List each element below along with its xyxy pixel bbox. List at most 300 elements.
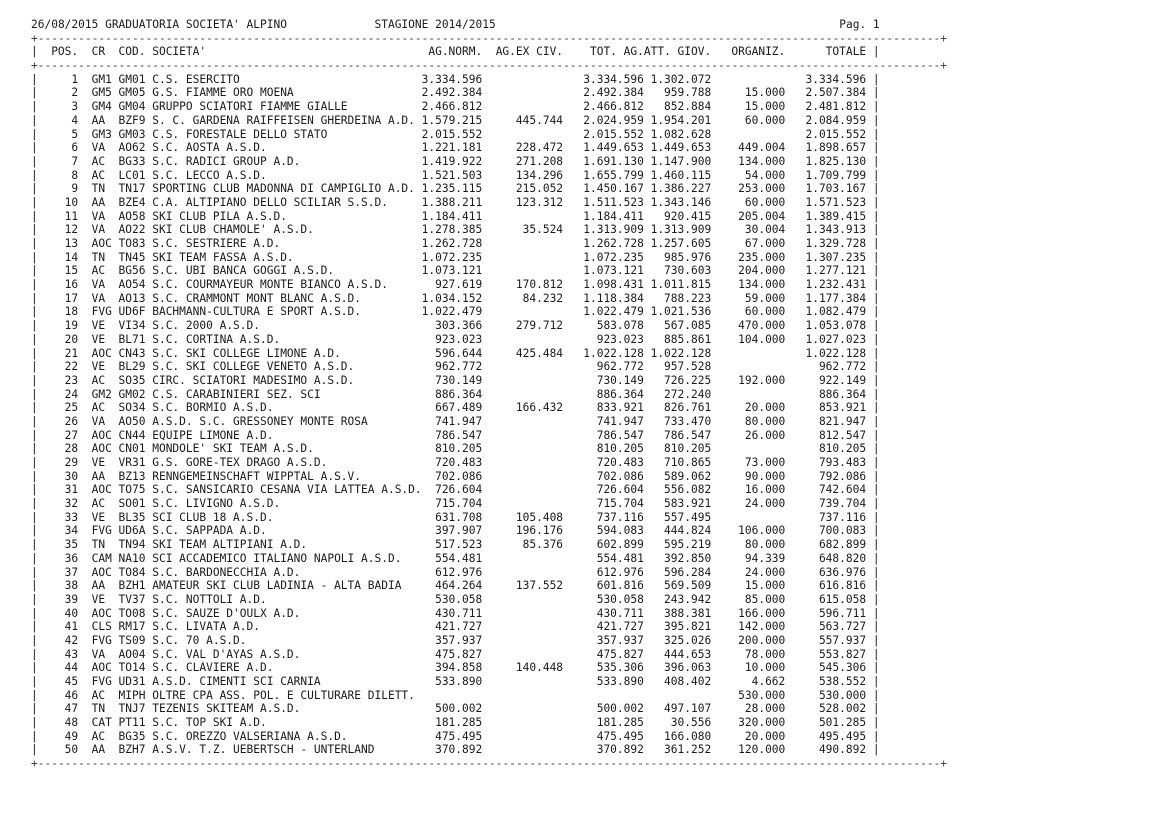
cell-att-giov: 325.026 (664, 633, 712, 647)
cell-societa: S.C. SKI COLLEGE VENETO A.S.D. (152, 360, 355, 374)
cell-organiz: 94.339 (744, 551, 786, 565)
cell-organiz: 320.000 (738, 716, 786, 730)
cell-ag-ex-civ: 215.052 (515, 182, 564, 196)
cell-cod: TO83 (118, 237, 146, 250)
cell-societa: AMATEUR SKI CLUB LADINIA - ALTA BADIA (152, 579, 402, 593)
cell-cod: TO84 (118, 565, 146, 579)
cell-cod: GM04 (118, 100, 146, 114)
border: | (872, 195, 880, 209)
cell-pos: 8 (71, 168, 79, 182)
cell-organiz: 4.662 (751, 675, 786, 688)
cell-ag-norm: 1.388.211 (421, 195, 483, 209)
cell-pos: 33 (64, 510, 79, 524)
table-row (31, 456, 947, 470)
cell-cr: AC (91, 401, 106, 415)
cell-ag-norm: 554.481 (435, 551, 483, 565)
cell-ag-norm: 962.772 (435, 360, 483, 374)
cell-cr: AC (91, 729, 106, 743)
cell-pos: 12 (64, 223, 79, 237)
cell-ag-norm: 1.521.503 (421, 168, 483, 182)
report-season: STAGIONE 2014/2015 (374, 18, 496, 31)
cell-att-giov: 444.653 (664, 647, 712, 661)
cell-ag-norm: 596.644 (435, 346, 483, 360)
cell-cr: FVG (91, 524, 112, 538)
cell-societa: S.C. BORMIO A.S.D. (152, 401, 274, 415)
cell-totale: 1.082.479 (805, 305, 867, 319)
cell-ag-ex-civ: 166.432 (515, 401, 564, 415)
border: | (872, 319, 880, 333)
cell-ag-norm: 631.708 (435, 510, 483, 524)
cell-cod: TO14 (118, 661, 146, 675)
table-row (31, 237, 947, 251)
border: | (31, 565, 38, 579)
cell-societa: S.C. RADICI GROUP A.D. (152, 154, 301, 168)
table-row (31, 415, 947, 429)
cell-societa: S.C. UBI BANCA GOGGI A.S.D. (152, 264, 335, 278)
border: | (872, 113, 880, 127)
cell-pos: 10 (64, 195, 79, 209)
cell-pos: 1 (71, 72, 79, 86)
cell-societa: S.C. CRAMMONT MONT BLANC A.S.D. (152, 291, 362, 305)
cell-ag-norm: 517.523 (435, 538, 483, 552)
cell-cr: VE (91, 510, 106, 524)
border: | (31, 250, 38, 264)
cell-totale: 682.899 (818, 538, 867, 552)
cell-cod: BZ13 (118, 469, 146, 483)
cell-organiz: 15.000 (744, 579, 786, 593)
cell-cr: AOC (91, 483, 112, 497)
cell-organiz: 166.000 (738, 606, 786, 620)
table-row (31, 483, 947, 497)
table-row (31, 716, 947, 730)
col-cod: COD. (118, 45, 146, 59)
cell-cr: VE (91, 332, 106, 346)
page-number: Pag. 1 (839, 18, 880, 31)
border: | (872, 538, 880, 552)
cell-tot-ag: 530.058 (596, 592, 644, 606)
table-row (31, 675, 947, 689)
cell-cod: BG56 (118, 264, 146, 278)
table-row (31, 155, 947, 169)
cell-cr: VE (91, 360, 106, 374)
border: | (872, 332, 880, 346)
cell-pos: 9 (71, 182, 79, 196)
cell-organiz: 90.000 (744, 469, 786, 483)
border: | (872, 456, 880, 469)
cell-ag-norm: 2.492.384 (421, 86, 483, 100)
rule-top: +--------------------------------------------------------------------------------------------------------------------------------------+ (31, 31, 948, 45)
cell-cr: GM3 (91, 127, 112, 141)
cell-organiz: 106.000 (738, 524, 786, 538)
border: | (872, 86, 880, 100)
cell-cr: VA (91, 209, 106, 223)
cell-totale: 1.709.799 (805, 168, 867, 182)
border: | (31, 675, 38, 688)
cell-pos: 42 (64, 633, 79, 647)
border: | (31, 45, 38, 59)
cell-pos: 49 (64, 729, 79, 743)
table-row (31, 511, 947, 525)
cell-pos: 40 (64, 606, 79, 620)
cell-pos: 15 (64, 264, 79, 278)
cell-societa: S.C. 2000 A.S.D. (152, 319, 260, 333)
cell-totale: 501.285 (818, 716, 867, 730)
border: | (31, 524, 38, 538)
cell-tot-ag: 3.334.596 (583, 72, 644, 86)
table-row (31, 278, 947, 292)
cell-ag-norm: 1.235.115 (421, 182, 483, 196)
cell-att-giov: 788.223 (664, 291, 712, 305)
border: | (31, 661, 38, 675)
cell-ag-norm: 715.704 (435, 497, 483, 511)
cell-tot-ag: 720.483 (596, 456, 644, 469)
cell-att-giov: 733.470 (664, 414, 712, 428)
cell-organiz: 15.000 (744, 86, 786, 100)
cell-tot-ag: 370.892 (596, 743, 644, 757)
border: | (872, 250, 880, 264)
cell-att-giov: 556.082 (664, 483, 712, 497)
border: | (872, 291, 880, 305)
cell-societa: SKI CLUB CHAMOLE' A.S.D. (152, 223, 314, 237)
cell-totale: 530.000 (818, 688, 867, 702)
cell-tot-ag: 601.816 (596, 579, 644, 593)
cell-cod: CN44 (118, 428, 146, 442)
cell-ag-ex-civ: 228.472 (515, 141, 564, 155)
cell-societa: OLTRE CPA ASS. POL. E CULTURARE DILETT. (152, 688, 415, 702)
cell-cr: AOC (91, 565, 112, 579)
col-societa: SOCIETA' (152, 45, 207, 59)
cell-ag-norm: 702.086 (435, 469, 483, 483)
cell-ag-norm: 1.073.121 (421, 264, 483, 278)
border: | (872, 483, 880, 497)
border: | (31, 633, 38, 647)
cell-pos: 43 (64, 647, 79, 661)
cell-totale: 1.177.384 (805, 291, 867, 305)
cell-att-giov: 408.402 (664, 675, 712, 688)
cell-tot-ag: 554.481 (596, 551, 644, 565)
cell-att-giov: 957.528 (664, 360, 712, 374)
cell-tot-ag: 715.704 (596, 497, 644, 511)
rule-bottom: +--------------------------------------------------------------------------------------------------------------------------------------+ (31, 757, 948, 771)
col-totale: TOTALE (825, 45, 867, 59)
ranking-table (31, 73, 947, 757)
cell-tot-ag: 786.547 (596, 428, 644, 442)
border: | (31, 387, 38, 401)
cell-ag-norm: 430.711 (435, 606, 483, 620)
border: | (31, 702, 38, 716)
cell-cr: TN (91, 702, 106, 716)
cell-att-giov: 730.603 (664, 264, 712, 278)
border: | (872, 154, 880, 168)
cell-organiz: 30.004 (744, 223, 786, 237)
cell-att-giov: 272.240 (664, 387, 712, 401)
table-row (31, 292, 947, 306)
cell-ag-ex-civ: 279.712 (515, 319, 564, 333)
table-row (31, 552, 947, 566)
cell-organiz: 253.000 (738, 182, 786, 196)
cell-cr: VA (91, 278, 106, 292)
cell-societa: G.S. GORE-TEX DRAGO A.S.D. (152, 456, 328, 469)
border: | (872, 606, 880, 620)
cell-att-giov: 885.861 (664, 332, 712, 346)
table-row (31, 264, 947, 278)
cell-cr: AC (91, 373, 106, 387)
cell-totale: 563.727 (818, 620, 867, 634)
cell-tot-ag: 421.727 (596, 620, 644, 634)
cell-pos: 6 (71, 141, 79, 155)
table-row (31, 593, 947, 607)
table-row (31, 648, 947, 662)
cell-societa: SPORTING CLUB MADONNA DI CAMPIGLIO A.D. (152, 182, 415, 196)
cell-societa: S.C. LIVATA A.D. (152, 620, 260, 634)
cell-cr: VE (91, 456, 106, 469)
cell-ag-ex-civ: 85.376 (522, 538, 564, 552)
cell-cod: VR31 (118, 456, 146, 469)
col-ag-ex-civ: AG.EX CIV. (495, 45, 564, 59)
cell-att-giov: 1.313.909 (650, 223, 712, 237)
cell-organiz: 200.000 (738, 633, 786, 647)
cell-cr: CAM (91, 551, 112, 565)
cell-tot-ag: 533.890 (596, 675, 644, 688)
cell-totale: 793.483 (818, 456, 867, 469)
cell-ag-norm: 3.334.596 (421, 72, 483, 86)
cell-totale: 1.232.431 (805, 278, 867, 292)
cell-ag-norm: 1.419.922 (421, 154, 483, 168)
border: | (31, 141, 38, 155)
cell-cr: FVG (91, 633, 112, 647)
cell-ag-norm: 2.015.552 (421, 127, 483, 141)
border: | (872, 633, 880, 647)
cell-cr: AA (91, 113, 106, 127)
border: | (31, 278, 38, 292)
cell-organiz: 16.000 (744, 483, 786, 497)
cell-pos: 7 (71, 154, 79, 168)
cell-organiz: 470.000 (738, 319, 786, 333)
cell-organiz: 204.000 (738, 264, 786, 278)
cell-ag-ex-civ: 445.744 (515, 113, 564, 127)
cell-ag-norm: 786.547 (435, 428, 483, 442)
cell-organiz: 15.000 (744, 100, 786, 114)
cell-pos: 27 (64, 428, 79, 442)
cell-att-giov: 596.284 (664, 565, 712, 579)
border: | (872, 127, 880, 141)
cell-pos: 17 (64, 291, 79, 305)
report-date: 26/08/2015 (31, 18, 99, 31)
cell-totale: 1.343.913 (805, 223, 867, 237)
cell-att-giov: 30.556 (670, 716, 712, 730)
cell-pos: 35 (64, 538, 79, 552)
cell-organiz: 26.000 (744, 428, 786, 442)
table-row (31, 347, 947, 361)
cell-cod: AO13 (118, 291, 146, 305)
cell-totale: 812.547 (818, 428, 867, 442)
cell-att-giov: 1.021.536 (650, 305, 712, 319)
cell-cr: VE (91, 592, 106, 606)
cell-ag-norm: 1.034.152 (421, 291, 483, 305)
cell-cod: PT11 (118, 716, 146, 730)
cell-tot-ag: 430.711 (596, 606, 644, 620)
cell-pos: 16 (64, 278, 79, 292)
cell-totale: 2.481.812 (805, 100, 867, 114)
cell-cr: AA (91, 579, 106, 593)
cell-cr: AA (91, 743, 106, 757)
cell-totale: 557.937 (818, 633, 867, 647)
table-row (31, 333, 947, 347)
col-organiz: ORGANIZ. (731, 45, 786, 59)
cell-pos: 44 (64, 661, 79, 675)
cell-totale: 1.571.523 (805, 195, 867, 209)
cell-cod: BG33 (118, 154, 146, 168)
cell-pos: 2 (71, 86, 79, 100)
cell-cr: VA (91, 647, 106, 661)
cell-pos: 37 (64, 565, 79, 579)
cell-pos: 25 (64, 401, 79, 415)
cell-ag-norm: 2.466.812 (421, 100, 483, 114)
border: | (31, 456, 38, 469)
cell-cr: TN (91, 538, 106, 552)
cell-ag-ex-civ: 123.312 (515, 195, 564, 209)
cell-tot-ag: 357.937 (596, 633, 644, 647)
border: | (31, 168, 38, 182)
cell-organiz: 80.000 (744, 538, 786, 552)
cell-ag-ex-civ: 137.552 (515, 579, 564, 593)
table-row (31, 141, 947, 155)
cell-organiz: 24.000 (744, 497, 786, 511)
cell-totale: 886.364 (818, 387, 867, 401)
cell-cr: CLS (91, 620, 112, 634)
border: | (31, 579, 38, 593)
cell-ag-ex-civ: 134.296 (515, 168, 564, 182)
cell-att-giov: 243.942 (664, 592, 712, 606)
cell-tot-ag: 1.072.235 (583, 250, 644, 264)
table-row (31, 251, 947, 265)
cell-societa: S.C. SESTRIERE A.D. (152, 237, 281, 250)
cell-societa: G.S. FIAMME ORO MOENA (152, 86, 294, 100)
border: | (31, 195, 38, 209)
cell-pos: 38 (64, 579, 79, 593)
cell-totale: 1.277.121 (805, 264, 867, 278)
col-cr: CR (91, 45, 106, 59)
table-row (31, 100, 947, 114)
border: | (31, 209, 38, 223)
cell-organiz: 54.000 (744, 168, 786, 182)
table-row (31, 374, 947, 388)
cell-att-giov: 1.954.201 (650, 113, 712, 127)
cell-ag-norm: 1.022.479 (421, 305, 483, 319)
col-att-giov: ATT. GIOV. (643, 45, 712, 59)
cell-att-giov: 595.219 (664, 538, 712, 552)
cell-att-giov: 444.824 (664, 524, 712, 538)
border: | (872, 278, 880, 292)
cell-att-giov: 388.381 (664, 606, 712, 620)
cell-cr: AOC (91, 606, 112, 620)
border: | (31, 86, 38, 100)
border: | (31, 319, 38, 333)
cell-societa: SKI TEAM FASSA A.S.D. (152, 250, 294, 264)
cell-societa: S.C. 70 A.S.D. (152, 633, 247, 647)
cell-tot-ag: 535.306 (596, 661, 644, 675)
cell-pos: 30 (64, 469, 79, 483)
cell-tot-ag: 1.022.128 (583, 346, 644, 360)
cell-cr: AOC (91, 346, 112, 360)
border: | (31, 688, 38, 702)
table-row (31, 210, 947, 224)
cell-att-giov: 557.495 (664, 510, 712, 524)
cell-tot-ag: 181.285 (596, 716, 644, 730)
cell-att-giov: 1.343.146 (650, 195, 712, 209)
cell-cod: AO58 (118, 209, 146, 223)
cell-att-giov: 1.302.072 (650, 72, 712, 86)
cell-cr: VA (91, 291, 106, 305)
border: | (31, 483, 38, 497)
border: | (31, 551, 38, 565)
table-row (31, 538, 947, 552)
cell-societa: S.C. LIVIGNO A.S.D. (152, 497, 281, 511)
col-tot-ag: TOT. AG. (589, 45, 644, 59)
cell-totale: 615.058 (818, 592, 867, 606)
cell-tot-ag: 1.313.909 (583, 223, 644, 237)
cell-ag-norm: 667.489 (435, 401, 483, 415)
border: | (31, 592, 38, 606)
cell-ag-norm: 886.364 (435, 387, 483, 401)
table-row (31, 743, 947, 757)
cell-att-giov: 395.821 (664, 620, 712, 634)
cell-cr: AOC (91, 237, 112, 250)
cell-organiz: 78.000 (744, 647, 786, 661)
cell-cod: BZE4 (118, 195, 146, 209)
cell-pos: 4 (71, 113, 79, 127)
border: | (872, 223, 880, 237)
cell-cod: GM05 (118, 86, 146, 100)
cell-cr: FVG (91, 675, 112, 688)
cell-ag-norm: 1.278.385 (421, 223, 483, 237)
cell-totale: 648.820 (818, 551, 867, 565)
cell-att-giov: 569.509 (664, 579, 712, 593)
cell-cod: TO75 (118, 483, 146, 497)
cell-tot-ag: 2.466.812 (583, 100, 644, 114)
cell-tot-ag: 741.947 (596, 414, 644, 428)
cell-ag-ex-civ: 84.232 (522, 291, 564, 305)
cell-tot-ag: 886.364 (596, 387, 644, 401)
cell-ag-norm: 1.221.181 (421, 141, 483, 155)
cell-tot-ag: 1.655.799 (583, 168, 644, 182)
border: | (872, 661, 880, 675)
cell-cod: SO35 (118, 373, 146, 387)
cell-att-giov: 392.850 (664, 551, 712, 565)
cell-att-giov: 396.063 (664, 661, 712, 675)
border: | (872, 373, 880, 387)
cell-ag-norm: 726.604 (435, 483, 483, 497)
cell-societa: S.C. CLAVIERE A.D. (152, 661, 274, 675)
border: | (31, 620, 38, 634)
cell-organiz: 120.000 (738, 743, 786, 757)
border: | (872, 414, 880, 428)
cell-totale: 792.086 (818, 469, 867, 483)
cell-organiz: 142.000 (738, 620, 786, 634)
cell-societa: S.C. TOP SKI A.D. (152, 716, 267, 730)
border: | (31, 154, 38, 168)
cell-cod: TV37 (118, 592, 146, 606)
cell-totale: 962.772 (818, 360, 867, 374)
cell-cod: SO01 (118, 497, 146, 511)
cell-pos: 34 (64, 524, 79, 538)
cell-att-giov: 166.080 (664, 729, 712, 743)
cell-societa: MONDOLE' SKI TEAM A.S.D. (152, 442, 314, 456)
border: | (31, 182, 38, 196)
cell-societa: A.S.D. CIMENTI SCI CARNIA (152, 675, 321, 688)
cell-organiz: 205.004 (738, 209, 786, 223)
cell-totale: 2.507.384 (805, 86, 867, 100)
